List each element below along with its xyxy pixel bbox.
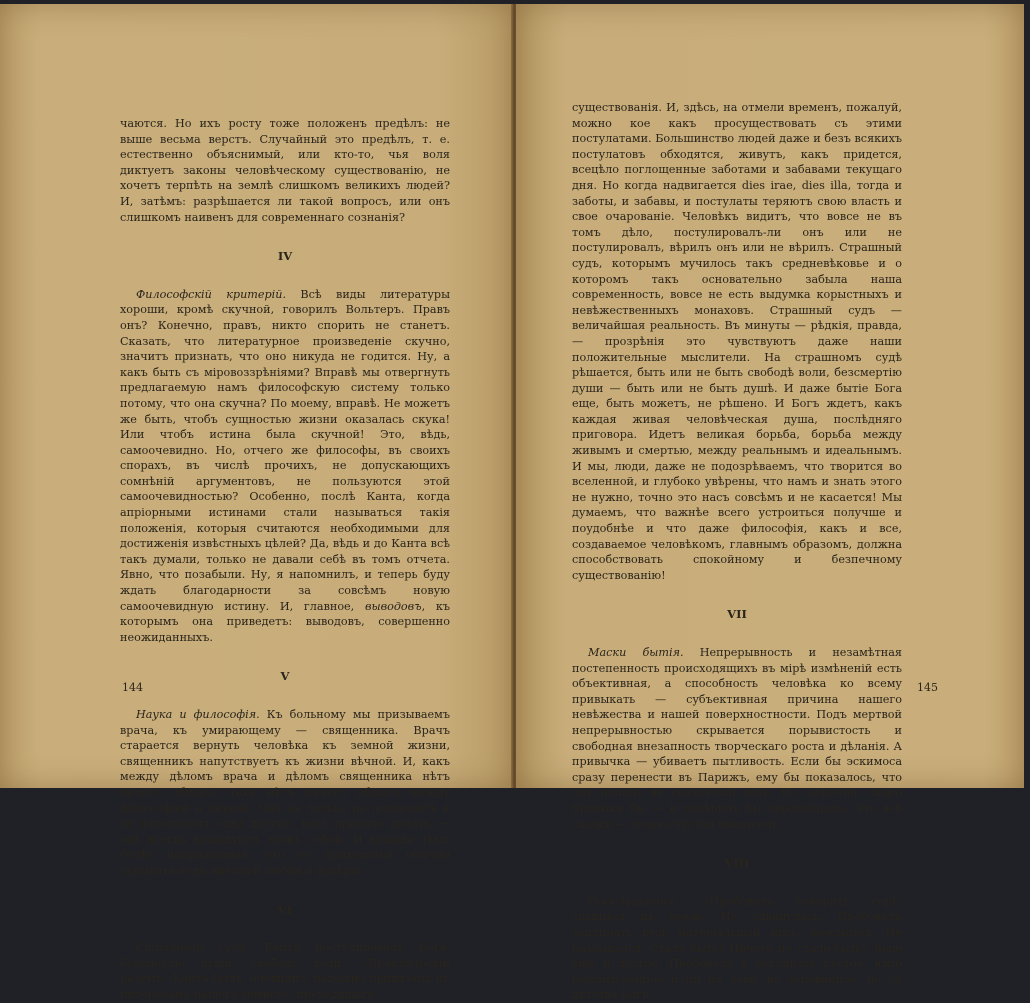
section-iv-paragraph (120, 287, 450, 646)
section-iv-tail: , къ которымъ она приведетъ: выводовъ, совершенно неожиданныхъ. (120, 599, 450, 644)
section-viii-paragraph (572, 894, 902, 1003)
section-v-text: Къ больному мы призываемъ врача, къ умирающему — священника. Врачъ старается вернуть человѣка къ земной жизни, священникъ напутствуетъ къ жизни вѣчной. И, какъ между дѣломъ врача и дѣломъ священника нѣтъ ничего общаго, такъ нѣтъ ничего общаго между философіей и наукой. Онѣ не только не помогаютъ и не дополняютъ одна другую, какъ принято думать, — онѣ всегда враждуютъ межъ собой. И вражда тѣмъ болѣе напряженная, что ее приходится обычно скрывать подъ личиной любви и довѣрія. (120, 708, 450, 877)
section-iv-text: Всѣ виды литературы хороши, кромѣ скучной, говорилъ Вольтеръ. Правъ онъ? Конечно, правъ, никто спорить не станетъ. Сказать, что литературное произведеніе скучно, значитъ признать, что оно никуда не годится. Ну, а какъ быть съ міровоззрѣніями? Вправѣ мы отвергнуть предлагаемую намъ философскую систему только потому, что она скучна? По моему, вправѣ. Не можетъ же быть, чтобъ сущностью жизни оказалась скука! Или чтобъ истина была скучной! Это, вѣдь, самоочевидно. Но, отчего же философы, въ своихъ спорахъ, въ числѣ прочихъ, не допускающихъ сомнѣній аргументовъ, не пользуются этой самоочевидностью? Особенно, послѣ Канта, когда апріорными истинами стали называться такія положенія, которыя считаются необходимыми для достиженія извѣстныхъ цѣлей? Да, вѣдь и до Канта всѣ такъ думали, только не давали себѣ въ томъ отчета. Явно, что позабыли. Ну, я напомнилъ, и теперь буду ждать благодарности за совсѣмъ новую самоочевидную истину. И, главное, (120, 287, 451, 613)
section-v-title: Наука и философія. (136, 708, 260, 721)
section-vi-paragraph (120, 940, 450, 1002)
opening-paragraph: чаются. Но ихъ росту тоже положенъ предѣлъ: не выше весьма верстъ. Случайный это предѣлъ, т. е. естественно объяснимый, или кто-то, чья воля диктуетъ законы человѣческому существованію, не хочетъ терпѣть на землѣ слишкомъ великихъ людей? И, затѣмъ: разрѣшается ли такой вопросъ, или онъ слишкомъ наивенъ для современнаго сознанія? (120, 117, 450, 224)
section-vii-title: Маски бытія. (588, 646, 684, 659)
section-vii-text: Непрерывность и незамѣтная постепенность происходящихъ въ мірѣ измѣненій есть объективная, а способность человѣка ко всему привыкать — субъективная причина нашего невѣжества и нашей поверхностности. Подъ мертвой непрерывностью скрывается порывистость и свободная внезапность творческаго роста и дѣланія. А привычка — убиваетъ пытливость. Если бы эскимоса сразу перенести въ Парижъ, ему бы показалось, что онъ попалъ въ сказочный міръ. Но, конечно, скоро привыкъ бы — и повѣрилъ бы европейцамъ, что всѣ сказки — только пустой вымыселъ. (572, 646, 902, 831)
section-heading-viii: VIII (724, 856, 750, 871)
section-iv-title: Философскій критерій. (136, 287, 287, 301)
section-heading-vi: VI (277, 902, 293, 917)
right-page (516, 4, 1024, 1002)
right-text-column (572, 100, 902, 1003)
section-v-paragraph (120, 707, 450, 879)
section-vi-title: Страшный судъ. (136, 941, 250, 955)
page-number-left: 144 (122, 681, 143, 694)
left-page (0, 4, 513, 1001)
section-heading-vii: VII (727, 607, 747, 622)
page-number-right: 145 (917, 681, 938, 694)
opening-paragraph-right: существованія. И, здѣсь, на отмели временъ, пожалуй, можно кое какъ просуществовать съ этими постулатами. Большинство людей даже и безъ всякихъ постулатовъ обходятся, живутъ, какъ придется, всецѣло поглощенные заботами и забавами текущаго дня. Но когда надвигается dies irae, dies illa, тогда и заботы, и забавы, и постулаты теряютъ свою власть и свое очарованіе. Человѣкъ видитъ, что вовсе не въ томъ дѣло, постулировалъ-ли онъ или не постулировалъ, вѣрилъ онъ или не вѣрилъ. Страшный судъ, которымъ мучилось такъ средневѣковье и о которомъ такъ основательно забыла наша современность, вовсе не есть выдумка корыстныхъ и невѣжественныхъ монаховъ. Страшный судъ — величайшая реальность. Въ минуты — рѣдкія, правда, — прозрѣнія это чувствуютъ даже наши положительные мыслители. На страшномъ судѣ рѣшается, быть или не быть свободѣ воли, безсмертію души — быть или не быть душѣ. И даже бытіе Бога еще, быть можетъ, не рѣшено. И Богъ ждетъ, какъ каждая живая человѣческая душа, послѣдняго приговора. Идетъ великая борьба, борьба между живымъ и смертью, между реальнымъ и идеальнымъ. И мы, люди, даже не подозрѣваемъ, что творится во вселенной, и глубоко увѣрены, что намъ и знать этого не нужно, точно это насъ совсѣмъ и не касается! Мы думаемъ, что важнѣе всего устроиться получше и поудобнѣе и что даже философія, какъ и все, создаваемое человѣкомъ, главнымъ образомъ, должна способствовать спокойному и безпечному существованію! (572, 101, 902, 582)
section-iv-italic-word: выводовъ (364, 599, 422, 613)
section-heading-iv: IV (277, 249, 293, 264)
left-text-column (120, 116, 450, 1003)
section-viii-text: «Пробовалъ говорить горѣ: сдвинься къ морю. Не сдвинулась. Пробовалъ заклинать весь матеріальный міръ: разсыпься. Не разсыпался. Стало быть? Ничего не стало-быть! Знаю еще и другое. Пробовалъ я заклинать пустое, явно безсмысленное и ни на чемъ не основанное, но съ дѣтства Богъ (572, 894, 902, 1002)
section-viii-title: Подслушанное. (588, 894, 681, 908)
section-heading-v: V (280, 669, 290, 684)
section-vii-paragraph (572, 645, 902, 832)
section-vi-text: Кантъ постулировалъ Бога, безсмертіе души, свободу воли. «Практическій разумъ» Канта былъ, очевидно, надежно привязанъ къ интересамъ нашего земного, преходящаго (120, 941, 451, 1001)
